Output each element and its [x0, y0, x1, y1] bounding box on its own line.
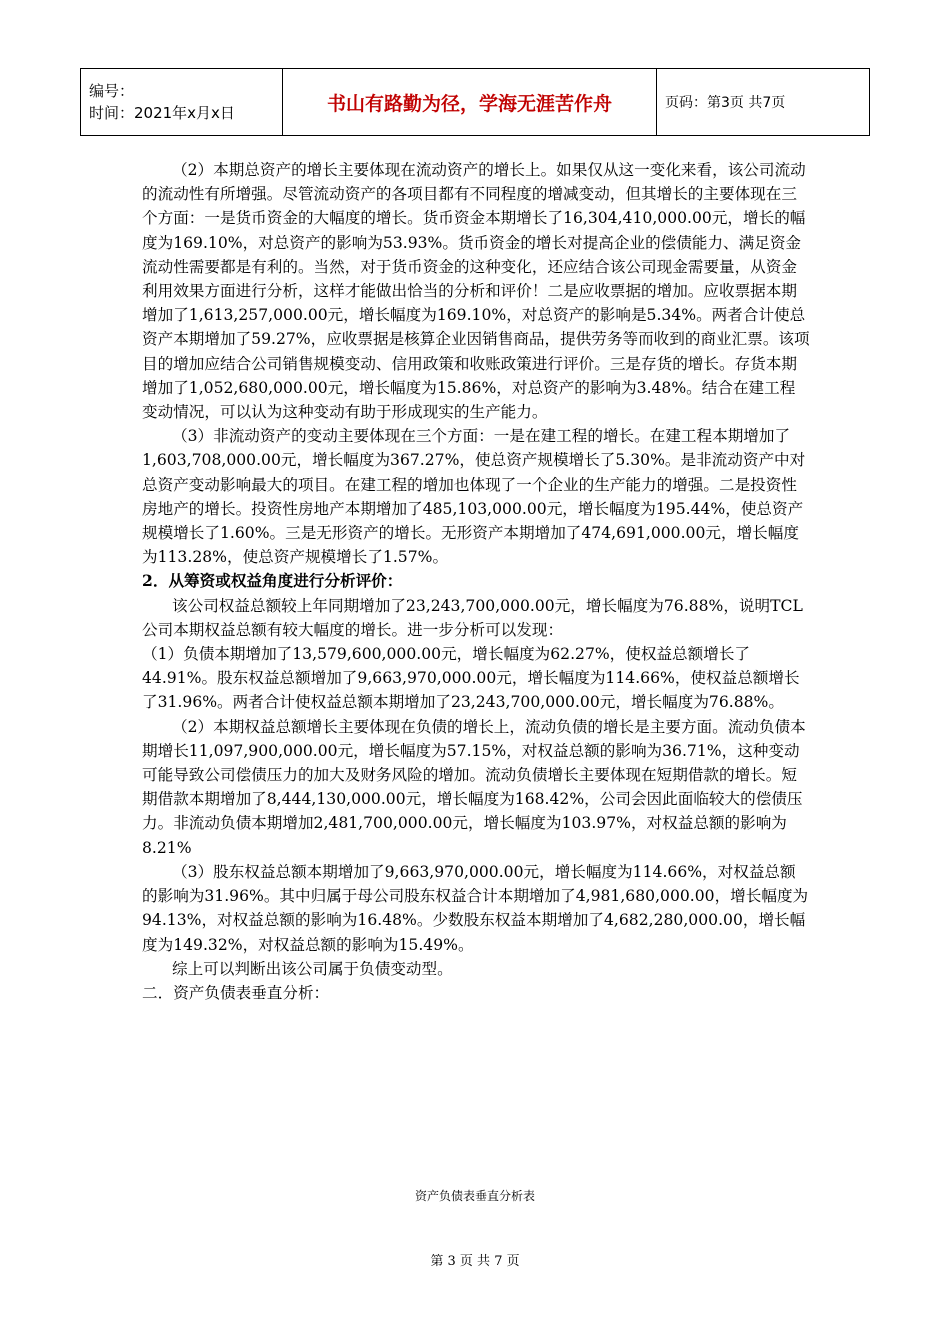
paragraph-conclusion: 综上可以判断出该公司属于负债变动型。	[172, 959, 453, 978]
table-caption: 资产负债表垂直分析表	[414, 1189, 535, 1203]
paragraph-shareholder-equity: （3）股东权益总额本期增加了9,663,970,000.00元，增长幅度为114.66%，对权益总额的影响为31.96%。其中归属于母公司股东权益合计本期增加了4,981,680,000.00，增长幅度为94.13%，对权益总额的影响为16.48%。少数股东权益本期增加了4,682,280,000.00，增长幅度为149.32%，对权益总额的影响为15.49%。	[142, 862, 809, 954]
header-page-info	[657, 69, 869, 135]
section-heading-equity: 2．从筹资或权益角度进行分析评价：	[142, 571, 403, 591]
page-footer: 第 3 页 共 7 页	[430, 1254, 520, 1269]
paragraph-noncurrent-assets: （3）非流动资产的变动主要体现在三个方面：一是在建工程的增长。在建工程本期增加了1,603,708,000.00元，增长幅度为367.27%，使总资产规模增长了5.30%。是非流动资产中对总资产变动影响最大的项目。在建工程的增加也体现了一个企业的生产能力的增强。二是投资性房地产的增长。投资性房地产本期增加了485,103,000.00元，增长幅度为195.44%，使总资产规模增长了1.60%。三是无形资产的增长。无形资产本期增加了474,691,000.00元，增长幅度为113.28%，使总资产规模增长了1.57%。	[142, 427, 806, 567]
paragraph-current-liabilities: （2）本期权益总额增长主要体现在负债的增长上，流动负债的增长是主要方面。流动负债本期增长11,097,900,000.00元，增长幅度为57.15%，对权益总额的影响为36.71%，这种变动可能导致公司偿债压力的加大及财务风险的增加。流动负债增长主要体现在短期借款的增长。短期借款本期增加了8,444,130,000.00元，增长幅度为168.42%，公司会因此面临较大的偿债压力。非流动负债本期增加2,481,700,000.00元，增长幅度为103.97%，对权益总额的影响为8.21%	[142, 717, 806, 857]
motto-text: 书山有路勤为径，学海无涯苦作舟	[326, 92, 612, 115]
page-header	[80, 68, 870, 136]
code-label: 编号：	[89, 82, 135, 100]
section-heading-vertical: 二．资产负债表垂直分析：	[142, 983, 330, 1002]
paragraph-liabilities: （1）负债本期增加了13,579,600,000.00元，增长幅度为62.27%，使权益总额增长了44.91%。股东权益总额增加了9,663,970,000.00元，增长幅度为114.66%，使权益总额增长了31.96%。两者合计使权益总额本期增加了23,243,700,000.00元，增长幅度为76.88%。	[142, 645, 800, 712]
page-info-text: 页码：第3页 共7页	[665, 95, 786, 111]
time-label: 时间：2021年x月x日	[89, 104, 235, 122]
paragraph-equity-summary: 该公司权益总额较上年同期增加了23,243,700,000.00元，增长幅度为76.88%，说明TCL公司本期权益总额有较大幅度的增长。进一步分析可以发现：	[142, 596, 803, 639]
header-meta	[81, 69, 283, 135]
header-motto	[283, 69, 657, 135]
document-body	[142, 158, 810, 1005]
paragraph-current-assets: （2）本期总资产的增长主要体现在流动资产的增长上。如果仅从这一变化来看，该公司流动的流动性有所增强。尽管流动资产的各项目都有不同程度的增减变动，但其增长的主要体现在三个方面：一是货币资金的大幅度的增长。货币资金本期增长了16,304,410,000.00元，增长的幅度为169.10%，对总资产的影响为53.93%。货币资金的增长对提高企业的偿债能力、满足资金流动性需要都是有利的。当然，对于货币资金的这种变化，还应结合该公司现金需要量，从资金利用效果方面进行分析，这样才能做出恰当的分析和评价！二是应收票据的增加。应收票据本期增加了1,613,257,000.00元，增长幅度为169.10%，对总资产的影响是5.34%。两者合计使总资产本期增加了59.27%，应收票据是核算企业因销售商品，提供劳务等而收到的商业汇票。该项目的增加应结合公司销售规模变动、信用政策和收账政策进行评价。三是存货的增长。存货本期增加了1,052,680,000.00元，增长幅度为15.86%，对总资产的影响为3.48%。结合在建工程变动情况，可以认为这种变动有助于形成现实的生产能力。	[142, 161, 810, 422]
